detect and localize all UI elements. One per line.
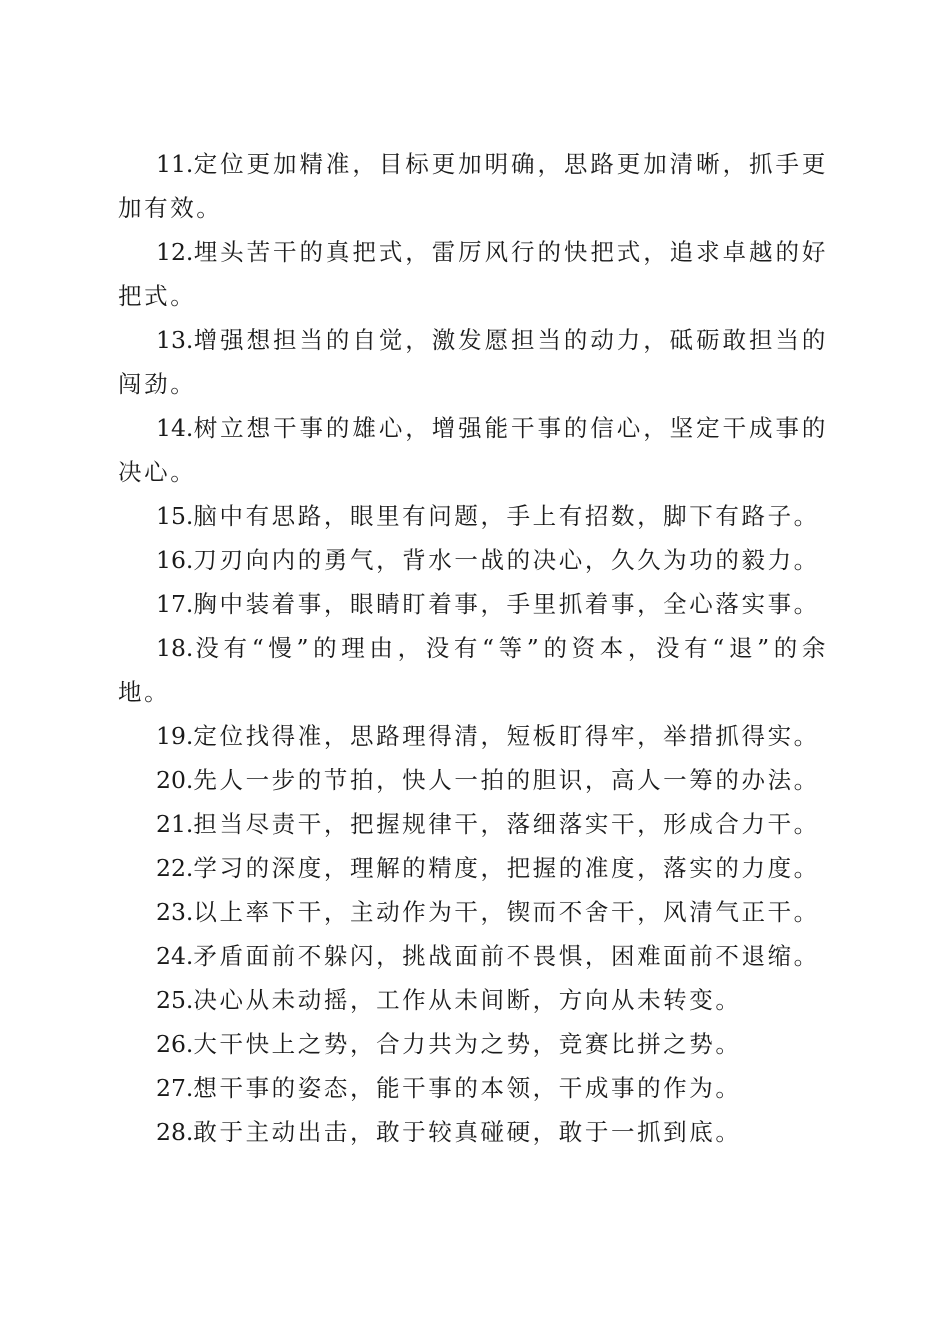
item-text: 先人一步的节拍，快人一拍的胆识，高人一筹的办法。 [193,766,820,794]
list-item [118,758,828,802]
list-item [118,494,828,538]
list-item [118,230,828,318]
item-text: 想干事的姿态，能干事的本领，干成事的作为。 [193,1074,742,1102]
list-item [118,714,828,758]
item-text: 学习的深度，理解的精度，把握的准度，落实的力度。 [193,854,820,882]
item-number: 12. [156,238,194,266]
item-text: 增强想担当的自觉，激发愿担当的动力，砥砺敢担当的闯劲。 [118,326,828,398]
item-number: 13. [156,326,194,354]
item-number: 24. [156,942,194,970]
item-number: 27. [156,1074,194,1102]
item-text: 没有“慢”的理由，没有“等”的资本，没有“退”的余地。 [118,634,828,706]
item-number: 23. [156,898,194,926]
item-text: 胸中装着事，眼睛盯着事，手里抓着事，全心落实事。 [193,590,820,618]
list-item [118,890,828,934]
item-number: 22. [156,854,194,882]
item-text: 刀刃向内的勇气，背水一战的决心，久久为功的毅力。 [193,546,820,574]
document-body [118,142,828,1154]
item-number: 21. [156,810,194,838]
item-number: 11. [156,150,194,178]
list-item [118,978,828,1022]
list-item [118,142,828,230]
item-text: 定位更加精准，目标更加明确，思路更加清晰，抓手更加有效。 [118,150,828,222]
list-item [118,538,828,582]
item-text: 敢于主动出击，敢于较真碰硬，敢于一抓到底。 [193,1118,742,1146]
list-item [118,846,828,890]
list-item [118,1110,828,1154]
item-text: 大干快上之势，合力共为之势，竞赛比拼之势。 [193,1030,742,1058]
item-number: 25. [156,986,194,1014]
item-number: 26. [156,1030,194,1058]
list-item [118,1066,828,1110]
list-item [118,802,828,846]
list-item [118,318,828,406]
item-number: 16. [156,546,194,574]
list-item [118,1022,828,1066]
item-text: 树立想干事的雄心，增强能干事的信心，坚定干成事的决心。 [118,414,828,486]
item-text: 以上率下干，主动作为干，锲而不舍干，风清气正干。 [193,898,820,926]
item-text: 埋头苦干的真把式，雷厉风行的快把式，追求卓越的好把式。 [118,238,828,310]
item-number: 20. [156,766,194,794]
item-number: 15. [156,502,194,530]
item-number: 17. [156,590,194,618]
list-item [118,406,828,494]
item-text: 担当尽责干，把握规律干，落细落实干，形成合力干。 [193,810,820,838]
item-text: 脑中有思路，眼里有问题，手上有招数，脚下有路子。 [193,502,820,530]
item-text: 矛盾面前不躲闪，挑战面前不畏惧，困难面前不退缩。 [193,942,820,970]
list-item [118,934,828,978]
item-text: 决心从未动摇，工作从未间断，方向从未转变。 [193,986,742,1014]
item-number: 28. [156,1118,194,1146]
item-number: 18. [156,634,194,662]
list-item [118,582,828,626]
item-number: 19. [156,722,194,750]
list-item [118,626,828,714]
item-text: 定位找得准，思路理得清，短板盯得牢，举措抓得实。 [193,722,820,750]
item-number: 14. [156,414,194,442]
